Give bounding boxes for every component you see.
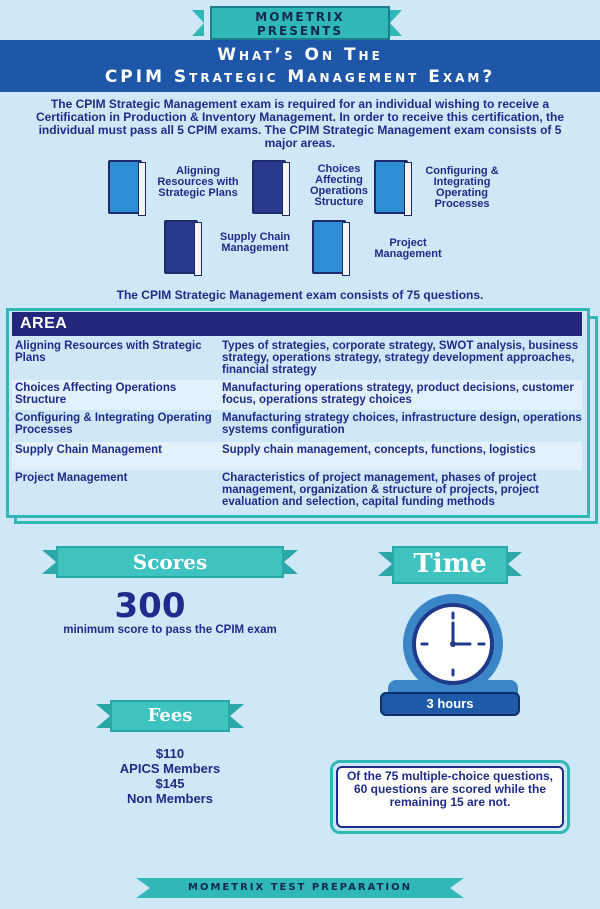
topics-cell: Characteristics of project management, phases of project management, organization & structure of projects, project evaluation and selection, capital funding methods bbox=[222, 472, 539, 508]
clock-face bbox=[412, 603, 494, 685]
scores-banner: Scores bbox=[56, 546, 284, 578]
intro-paragraph: The CPIM Strategic Management exam is required for an individual wishing to receive a Certification in Production & Inventory Management. In order to receive this certification, the individual must pass all 5 CPIM exams. The CPIM Strategic Management exam consists of 5 major areas. bbox=[35, 97, 565, 150]
fees-banner: Fees bbox=[110, 700, 230, 732]
book-icon bbox=[312, 220, 350, 276]
time-ribbon-tail-left bbox=[378, 552, 392, 576]
area-cell: Supply Chain Management bbox=[15, 444, 162, 456]
book-label-aligning: Aligning Resources with Strategic Plans bbox=[157, 165, 239, 199]
scores-ribbon-tail-right bbox=[284, 550, 298, 574]
ribbon-tail-right bbox=[390, 10, 402, 36]
fees-details bbox=[80, 746, 260, 806]
title-line-2: CPIM Strategic Management Exam? bbox=[104, 67, 496, 87]
book-icon bbox=[164, 220, 202, 276]
time-banner: Time bbox=[392, 546, 508, 584]
area-cell: Configuring & Integrating Operating Processes bbox=[15, 412, 212, 436]
brand-name: MOMETRIX bbox=[255, 10, 345, 24]
topics-cell: Manufacturing operations strategy, product decisions, customer focus, operations strategy choices bbox=[222, 382, 574, 406]
table-row bbox=[12, 442, 582, 470]
footer-ribbon: MOMETRIX TEST PREPARATION bbox=[150, 878, 450, 898]
book-label-project: Project Management bbox=[374, 237, 442, 260]
scored-questions-note: Of the 75 multiple-choice questions, 60 questions are scored while the remaining 15 are not. bbox=[346, 769, 554, 809]
table-row bbox=[12, 338, 582, 380]
page-title bbox=[0, 44, 600, 88]
fee-nonmembers-price: $145 bbox=[155, 776, 185, 791]
book-label-configuring: Configuring & Integrating Operating Processes bbox=[425, 165, 499, 210]
book-icon bbox=[374, 160, 412, 216]
fee-members-price: $110 bbox=[155, 746, 185, 761]
fees-ribbon-tail-left bbox=[96, 704, 110, 728]
topics-cell: Types of strategies, corporate strategy, SWOT analysis, business strategy, operations strategy, strategy development approaches, financial strategy bbox=[222, 340, 579, 376]
fee-members-label: APICS Members bbox=[119, 761, 221, 776]
clock-hands-icon bbox=[416, 607, 490, 681]
time-value: 3 hours bbox=[380, 692, 520, 716]
table-header: AREA bbox=[12, 312, 582, 336]
fees-ribbon-tail-right bbox=[230, 704, 244, 728]
brand-presents: PRESENTS bbox=[257, 24, 343, 38]
area-cell: Choices Affecting Operations Structure bbox=[15, 382, 177, 406]
book-label-choices: Choices Affecting Operations Structure bbox=[309, 163, 369, 208]
book-icon bbox=[108, 160, 146, 216]
time-ribbon-tail-right bbox=[508, 552, 522, 576]
table-row bbox=[12, 380, 582, 410]
ribbon-tail-left bbox=[192, 10, 204, 36]
brand-ribbon bbox=[210, 6, 390, 40]
topics-cell: Supply chain management, concepts, functions, logistics bbox=[222, 444, 536, 456]
min-score-value: 300 bbox=[114, 586, 186, 626]
area-cell: Aligning Resources with Strategic Plans bbox=[15, 340, 202, 364]
min-score-caption: minimum score to pass the CPIM exam bbox=[63, 624, 277, 636]
fee-nonmembers-label: Non Members bbox=[127, 791, 213, 806]
table-row bbox=[12, 410, 582, 442]
footer-ribbon-tail-left bbox=[136, 878, 150, 898]
area-cell: Project Management bbox=[15, 472, 128, 484]
scores-ribbon-tail-left bbox=[42, 550, 56, 574]
footer-ribbon-tail-right bbox=[450, 878, 464, 898]
questions-line: The CPIM Strategic Management exam consists of 75 questions. bbox=[116, 288, 484, 302]
table-row bbox=[12, 470, 582, 514]
book-label-supply: Supply Chain Management bbox=[219, 231, 291, 254]
topics-cell: Manufacturing strategy choices, infrastructure design, operations systems configuration bbox=[222, 412, 582, 436]
title-line-1: What’s On The bbox=[217, 45, 383, 65]
book-icon bbox=[252, 160, 290, 216]
